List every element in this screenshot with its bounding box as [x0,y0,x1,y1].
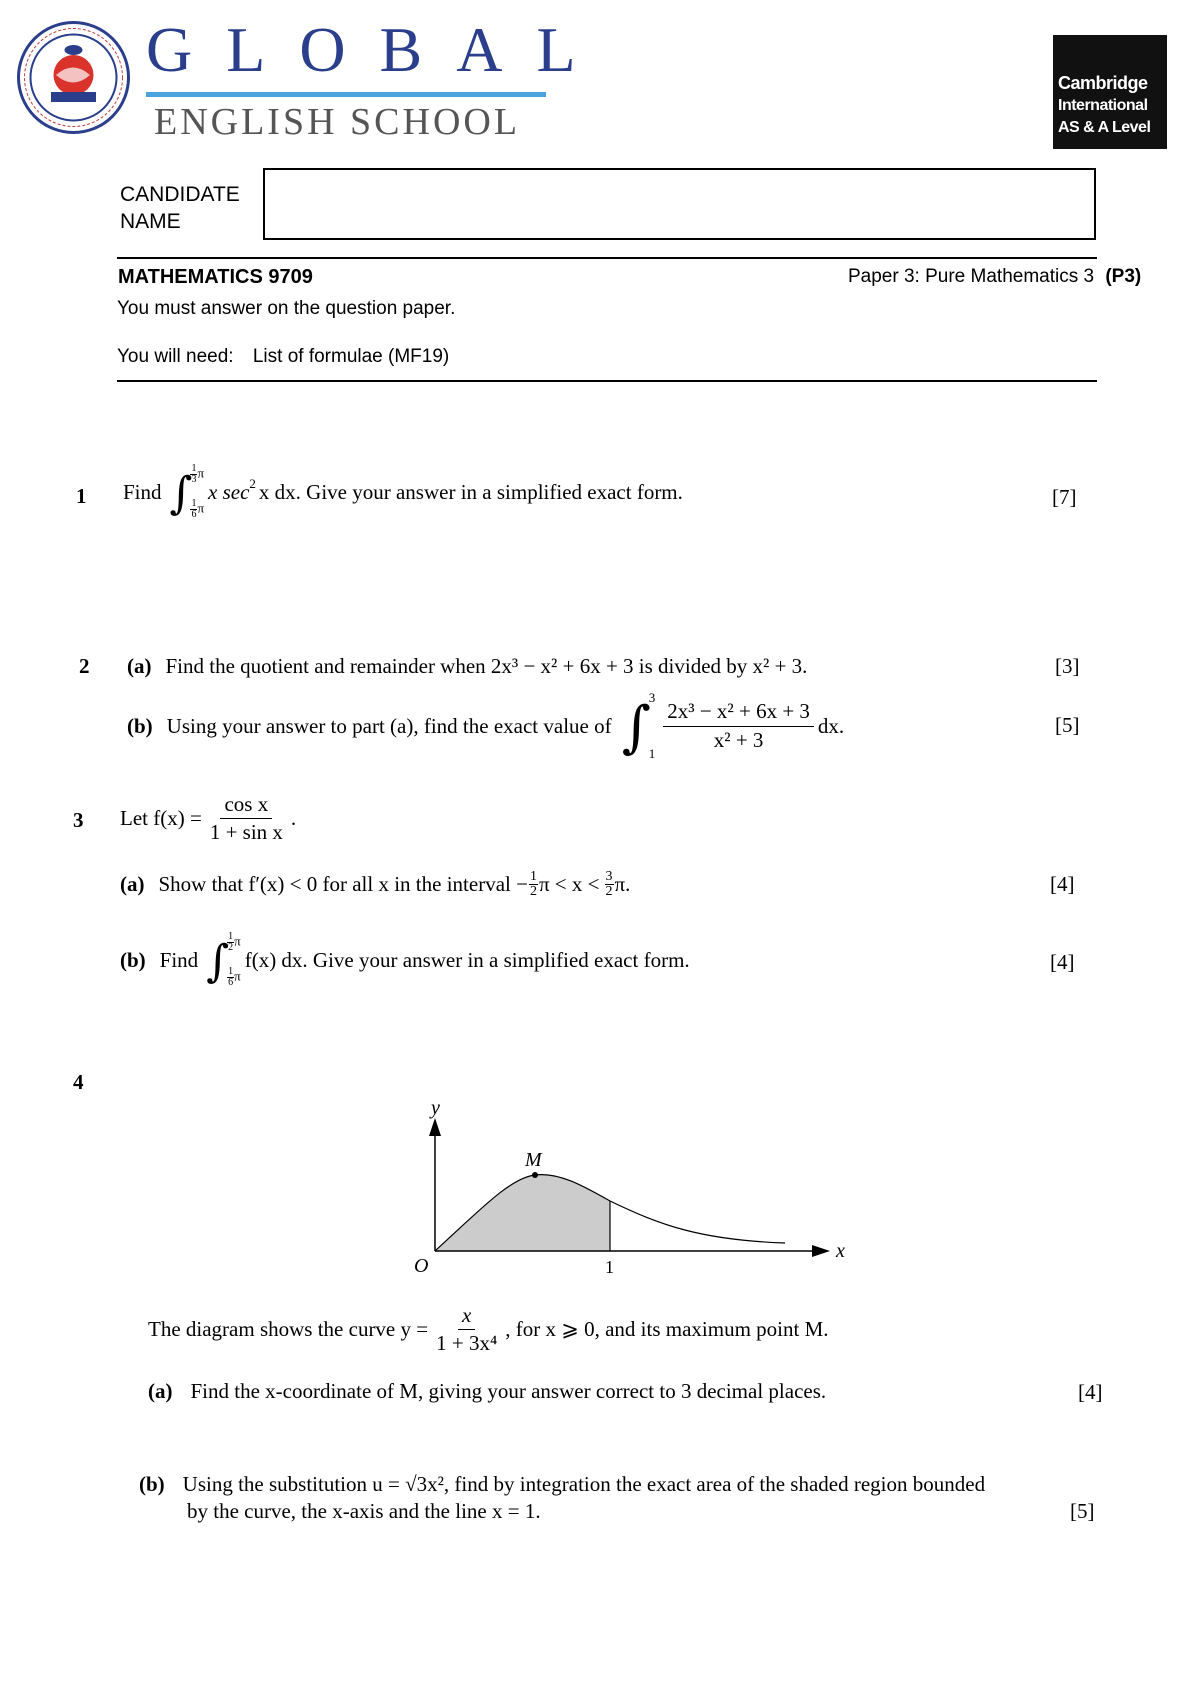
maximum-label: M [525,1149,542,1171]
school-name-english-school: ENGLISH SCHOOL [154,101,521,143]
candidate-name-field[interactable] [263,168,1096,240]
question-4-number: 4 [73,1070,84,1094]
question-1-marks: [7] [1052,485,1077,509]
x-axis-label: x [836,1240,845,1262]
integral-sign: ∫ [621,695,651,760]
question-4a-text: (a) Find the x-coordinate of M, giving your answer correct to 3 decimal places. [148,1379,827,1403]
school-name-global: GLOBAL [146,14,610,85]
question-2a-text: (a) Find the quotient and remainder when 2x³ − x² + 6x + 3 is divided by x² + 3. [127,654,808,678]
subject-title: MATHEMATICS 9709 [118,266,313,288]
integral-sign: ∫ [169,468,193,519]
question-3b-marks: [4] [1050,950,1075,974]
question-2a-marks: [3] [1055,654,1080,678]
shaded-region [435,1175,610,1251]
cambridge-line1: Cambridge [1058,73,1148,93]
question-2b-marks: [5] [1055,713,1080,737]
x-tick-label: 1 [605,1257,614,1277]
y-axis-arrow-icon [429,1118,441,1136]
school-seal-icon [16,20,131,135]
question-2b-text: (b) Using your answer to part (a), find the exact value of ∫ 3 1 $\frac{\text{2x³ − x² + 6x + 3}}{\text{x² + 3}}$ dx. [127,690,845,761]
question-4-description: The diagram shows the curve y = $\frac{x}{\text{1 + 3x⁴}}$ , for x ⩾ 0, and its maximum point M. [148,1303,829,1356]
integral-limits: $\frac{1}{2}$ π $\frac{1}{6}$ π [228,931,241,988]
question-3a-text: (a) Show that f′(x) < 0 for all x in the interval − $\frac{1}{2}$ π < x < $\frac{3}{2}$ π. [120,869,631,899]
instruction-text: You must answer on the question paper. [117,298,456,319]
question-4b-marks: [5] [1070,1499,1095,1523]
origin-label: O [414,1255,429,1277]
question-4b-text-line2: by the curve, the x-axis and the line x = 1. [187,1499,541,1523]
question-1-text: Find ∫ $\frac{1}{3}$ π $\frac{1}{6}$ π x sec $^2$ x dx. Give your answer in a simplified exact form. [123,463,683,520]
school-name-stripe [146,92,546,97]
maximum-point [532,1172,538,1178]
cambridge-line3: AS & A Level [1058,119,1151,136]
top-divider [117,257,1097,259]
cambridge-line2: International [1058,97,1148,114]
curve-diagram [400,1090,860,1290]
paper-code: (P3) [1105,266,1142,287]
school-logo [16,20,131,135]
curve-fraction: $\frac{x}{\text{1 + 3x⁴}}$ [436,1303,498,1356]
question-3b-text: (b) Find ∫ $\frac{1}{2}$ π $\frac{1}{6}$ π f(x) dx. Give your answer in a simplified exact form. [120,931,690,988]
question-4a-marks: [4] [1078,1380,1103,1404]
question-3-definition: Let f(x) = $\frac{\text{cos x}}{\text{1 + sin x}}$ . [120,792,297,845]
materials-needed: You will need: List of formulae (MF19) [117,346,450,367]
bottom-divider [117,380,1097,382]
integral-limits: $\frac{1}{3}$ π $\frac{1}{6}$ π [191,463,205,520]
question-1-number: 1 [76,484,87,508]
question-2-number: 2 [79,654,90,678]
function-fraction: $\frac{\text{cos x}}{\text{1 + sin x}}$ [209,792,283,845]
integral-sign: ∫ [206,936,230,987]
question-3-number: 3 [73,808,84,832]
integral-limits: 3 1 [648,690,656,761]
cambridge-badge [1053,35,1167,149]
candidate-name-label: CANDIDATE NAME [120,183,240,233]
y-axis-label: y [431,1097,440,1119]
x-axis-arrow-icon [812,1245,830,1257]
question-3a-marks: [4] [1050,872,1075,896]
integrand-fraction: $\frac{\text{2x³ − x² + 6x + 3}}{\text{x² + 3}}$ [663,700,814,751]
question-4b-text-line1: (b) Using the substitution u = √3x², find by integration the exact area of the shaded region bounded [139,1472,986,1496]
paper-title: Paper 3: Pure Mathematics 3 (P3) [848,266,1142,287]
